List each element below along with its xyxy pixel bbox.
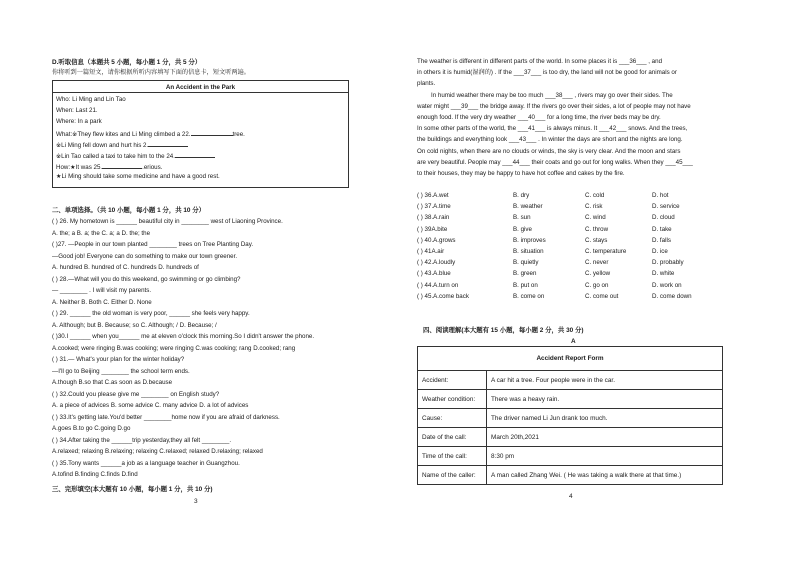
report-value: There was a heavy rain.: [487, 390, 723, 409]
option-choice: C. risk: [585, 203, 603, 211]
question-line: —I'll go to Beijing ________ the school term ends.: [52, 367, 190, 375]
question-line: ( ) 26. My hometown is ______ beautiful city in ________ west of Liaoning Province.: [52, 218, 283, 225]
info-card: [52, 80, 349, 188]
option-choice: D. work on: [652, 281, 682, 289]
option-question: ( ) 36.A.wet: [417, 192, 449, 199]
question-line: ( ) 33.It's getting late.You'd better ________home now if you are afraid of darkness.: [52, 413, 280, 421]
question-line: ( ) 34.After taking the ______trip yesterday,they all felt ________.: [52, 436, 232, 444]
passage-line: plants.: [417, 80, 436, 88]
option-choice: B. dry: [513, 192, 530, 199]
info-row: Where: In a park: [56, 118, 102, 125]
question-line: A.relaxed; relaxing B.relaxing; relaxing C.relaxed; relaxed D.relaxing; relaxed: [52, 448, 263, 455]
question-line: ( ) 35.Tony wants ______a job as a language teacher in Guangzhou.: [52, 459, 240, 467]
report-label: Weather condition:: [418, 390, 487, 409]
option-question: ( ) 45.A.come back: [417, 292, 469, 300]
question-line: A. the; a B. a; the C. a; a D. the; the: [52, 229, 151, 237]
option-choice: C. never: [585, 259, 609, 267]
report-label: Date of the call:: [418, 428, 487, 447]
page-number: 4: [569, 493, 573, 500]
question-line: ( )27. —People in our town planted ________ trees on Tree Planting Day.: [52, 241, 254, 248]
question-line: A. hundred B. hundred of C. hundreds D. hundreds of: [52, 264, 199, 271]
option-choice: B. give: [513, 225, 532, 233]
option-choice: B. quietly: [513, 259, 539, 267]
question-line: A. Neither B. Both C. Either D. None: [52, 298, 152, 306]
report-label: Accident:: [418, 371, 487, 390]
option-choice: B. sun: [513, 214, 531, 222]
report-label: Name of the caller:: [418, 466, 487, 485]
info-row: Who: Li Ming and Lin Tao: [56, 96, 126, 103]
option-choice: C. yellow: [585, 270, 611, 278]
option-question: ( ) 41A.air: [417, 248, 445, 255]
section-4-title: 四、阅读理解(本大题有 15 小题，每小题 2 分，共 30 分): [423, 327, 584, 334]
section-d-title: D.听取信息（本题共 5 小题，每小题 1 分，共 5 分）: [52, 59, 202, 66]
info-row: ※Li Ming fell down and hurt his 2.: [56, 140, 188, 149]
passage-line: water might ___39___ the bridge away. If the rivers go over their sides, a lot of people may not have: [417, 102, 691, 110]
section-2-title: 二、单项选择。（共 10 小题，每小题 1 分，共 10 分）: [52, 207, 206, 214]
report-value: March 20th,2021: [487, 428, 723, 447]
option-choice: C. stays: [585, 236, 608, 244]
info-row: What:※They flew kites and Li Ming climbed a 22. tree.: [56, 131, 245, 138]
right-page: [397, 0, 794, 561]
info-row: ※Lin Tao called a taxi to take him to the 24.: [56, 151, 215, 160]
option-question: ( ) 42.A.loudly: [417, 259, 456, 267]
passage-line: in others it is humid(湿润的) . If the ___37___ is too dry, the land will not be good for animals or: [417, 69, 677, 77]
question-line: — ________ . I will visit my parents.: [52, 287, 152, 294]
accident-report-form: [417, 346, 723, 483]
question-line: A.cooked; were ringing B.was cooking; were ringing C.was cooking; rang D.cooked; rang: [52, 344, 296, 352]
report-value: The driver named Li Jun drank too much.: [487, 409, 723, 428]
blank-24[interactable]: [175, 151, 215, 158]
option-choice: B. come on: [513, 292, 545, 300]
option-question: ( ) 40.A.grows: [417, 236, 456, 244]
option-question: ( ) 38.A.rain: [417, 214, 450, 222]
option-choice: C. cold: [585, 192, 605, 199]
report-title: Accident Report Form: [418, 347, 723, 371]
option-choice: D. ice: [652, 248, 668, 255]
question-line: A.though B.so that C.as soon as D.because: [52, 379, 173, 386]
question-line: A. a piece of advices B. some advice C. many advice D. a lot of advices: [52, 402, 249, 409]
question-line: A.goes B.to go C.going D.go: [52, 425, 131, 432]
option-choice: B. put on: [513, 281, 538, 289]
option-choice: B. weather: [513, 203, 543, 211]
option-choice: B. improves: [513, 236, 546, 244]
option-choice: C. come out: [585, 292, 619, 300]
info-row: ★Li Ming should take some medicine and have a good rest.: [56, 173, 220, 180]
option-choice: D. service: [652, 203, 680, 211]
passage-line: In some other parts of the world, the ___41___ is always minus. It ___42___ snows. And the trees,: [417, 125, 688, 133]
report-label: Cause:: [418, 409, 487, 428]
passage-line: On cold nights, when there are no clouds or winds, the sky is very clear. And the moon and stars: [417, 147, 681, 155]
question-line: ( )30.I ______ when you______ me at eleven o'clock this morning.So I didn't answer the phone.: [52, 333, 315, 340]
option-question: ( ) 37.A.time: [417, 203, 451, 211]
question-line: ( ) 32.Could you please give me ________ on English study?: [52, 390, 220, 398]
page-number: 3: [194, 498, 198, 505]
report-label: Time of the call:: [418, 447, 487, 466]
option-choice: D. take: [652, 225, 672, 233]
option-choice: D. probably: [652, 259, 684, 267]
question-line: —Good job! Everyone can do something to make our town greener.: [52, 252, 238, 260]
section-3-title: 三、完形填空(本大题有 10 小题，每小题 1 分，共 10 分): [52, 486, 213, 493]
passage-line: The weather is different in different parts of the world. In some places it is ___36___ , and: [417, 58, 663, 65]
option-choice: C. wind: [585, 214, 606, 222]
option-choice: C. go on: [585, 281, 609, 289]
passage-line: are very beautiful. People may ___44___ their coats and go out for long walks. When they ___45___: [417, 158, 693, 166]
option-choice: D. cloud: [652, 214, 675, 222]
option-choice: B. situation: [513, 248, 544, 255]
section-4-sub: A: [571, 338, 576, 345]
report-value: 8:30 pm: [487, 447, 723, 466]
option-choice: D. white: [652, 270, 675, 278]
blank-25[interactable]: [102, 162, 142, 169]
question-line: ( ) 31.— What's your plan for the winter holiday?: [52, 356, 185, 363]
section-d-instructions: 你将听到一篇短文，请你根据所听内容填写下面的信息卡，短文听两遍。: [52, 69, 250, 76]
option-choice: D. falls: [652, 236, 671, 244]
option-question: ( ) 44.A.turn on: [417, 281, 459, 289]
passage-line: In humid weather there may be too much ___38___ , rivers may go over their sides. The: [431, 91, 673, 99]
blank-22[interactable]: [191, 129, 233, 136]
option-choice: C. throw: [585, 225, 609, 233]
option-question: ( ) 43.A.blue: [417, 270, 451, 278]
option-choice: C. temperature: [585, 248, 627, 255]
option-choice: B. green: [513, 270, 537, 278]
question-line: ( ) 28.—What will you do this weekend, go swimming or go climbing?: [52, 275, 241, 283]
blank-23[interactable]: [148, 140, 188, 147]
option-choice: D. hot: [652, 192, 669, 199]
passage-line: the buildings and everything look ___43___ . In winter the days are short and the nights are long.: [417, 136, 683, 144]
report-value: A car hit a tree. Four people were in the car.: [487, 371, 723, 390]
report-value: A man called Zhang Wei. ( He was taking a walk there at that time.): [487, 466, 723, 485]
option-question: ( ) 39A.bite: [417, 225, 448, 233]
info-card-title: An Accident in the Park: [165, 84, 236, 91]
info-row: When: Last 21.: [56, 107, 98, 114]
info-row: How:★It was 25. .erious.: [56, 164, 163, 171]
question-line: ( ) 29. ______ the old woman is very poor, ______ she feels very happy.: [52, 310, 250, 317]
info-card-divider: [53, 92, 348, 93]
option-choice: D. come down: [652, 292, 692, 300]
passage-line: to their houses, they may be happy to have hot coffee and cakes by the fire.: [417, 170, 625, 177]
question-line: A.tofind B.finding C.finds D.find: [52, 471, 138, 478]
passage-line: enough food. If the very dry weather ___40___ for a long time, the river beds may be dry.: [417, 114, 661, 121]
question-line: A. Although; but B. Because; so C. Although; / D. Because; /: [52, 321, 217, 329]
